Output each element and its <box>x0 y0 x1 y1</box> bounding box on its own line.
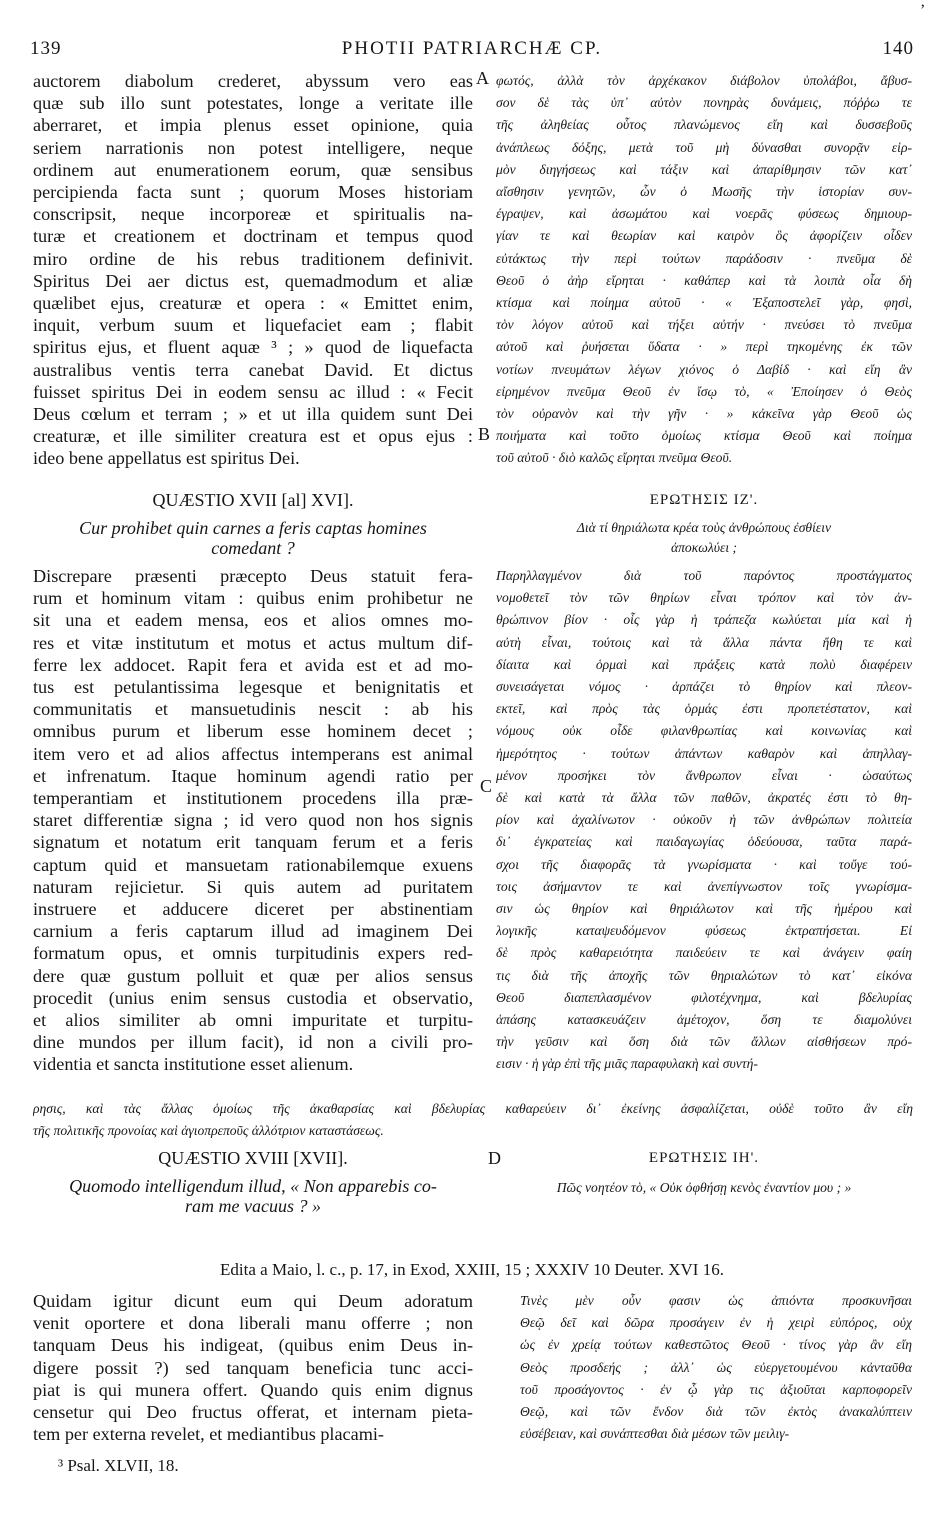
text-line: ἀνάπλεως δόξης, μετὰ τοῦ μὴ δύνασθαι συνορᾷν εἱρ- <box>496 139 912 155</box>
text-line: formatum opus, et omnis turpitudinis expers red- <box>33 943 473 964</box>
greek-column-2 <box>496 565 912 1076</box>
text-line: αὐτοῦ καὶ ῥυήσεται ὕδατα · » περὶ τηκομένης ἐκ τῶν <box>496 339 912 355</box>
text-line: censetur qui Deo fructus offerat, et internam pieta- <box>33 1402 473 1423</box>
text-line: σον δὲ τὰς ὑπ᾿ αὐτὸν πονηρὰς δυνάμεις, πόῤῥω τε <box>496 95 912 111</box>
question-18-greek-subtitle <box>510 1178 898 1198</box>
text-line: αἴσθησιν γενητῶν, ὧν ὁ Μωσῆς τὴν ἱστορίαν συν- <box>496 184 912 200</box>
running-title: PHOTII PATRIARCHÆ CP. <box>341 38 603 59</box>
text-line: inquit, verbum suum et liquefaciet eam ; flabit <box>33 315 473 336</box>
text-line: ordinem aut enumerationem eorum, quæ sensibus <box>33 159 473 180</box>
text-line: venit oportere et dona liberali manu offerre ; non <box>33 1313 473 1334</box>
question-18-latin-heading: QUÆSTIO XVIII [XVII]. <box>158 1148 348 1168</box>
text-line: Discrepare præsenti præcepto Deus statuit fera- <box>33 566 473 586</box>
margin-letter-c: C <box>480 776 493 796</box>
text-line: Θεοῦ ὁ ἀὴρ εἴρηται · καθάπερ καὶ τὰ λοιπὰ οἷα δὴ <box>496 272 912 288</box>
text-line: ρησις, καὶ τὰς ἄλλας ὁμοίως τῆς ἀκαθαρσίας καὶ βδελυρίας καθαρεύειν δι᾿ ἐκείνης ἀσφαλίζεται, οὐδὲ τοῦτο ἂν εἴη <box>33 1101 913 1116</box>
text-line: temperantiam et institutionem procedens illa præ- <box>33 788 473 809</box>
text-line: κτίσμα καὶ ποίημα αὐτοῦ · « Ἐξαποστελεῖ γὰρ, φησὶ, <box>496 295 912 311</box>
text-line: ὡς ἐν χρείᾳ τούτων καθεστῶτος Θεοῦ · τίνος γὰρ ἂν εἴη <box>520 1337 912 1353</box>
text-line: miro ordine de his rebus traditionem definivit. <box>33 248 473 269</box>
text-line: tanquam Deus his indigeat, (quibus enim Deus in- <box>33 1335 473 1356</box>
question-17-latin-subtitle <box>60 518 446 558</box>
text-line: ferre lex addocet. Rapit fera et avida est et ad mo- <box>33 654 473 675</box>
text-line: procedit (unius enim sensus custodia et observatio, <box>33 987 473 1008</box>
text-line: communitatis et mansuetudinis nescit : ab his <box>33 699 473 720</box>
text-line: tus est petulantissima legesque et benignitatis et <box>33 677 473 698</box>
latin-column-1 <box>33 70 473 470</box>
text-line: dere quæ gustum polluit et quæ per alios sensus <box>33 965 473 986</box>
text-line: seriem narrationis non potest intelligere, neque <box>33 137 473 158</box>
text-line: Τινὲς μὲν οὖν φασιν ὡς ἀπιόντα προσκυνῆσαι <box>520 1293 912 1308</box>
text-line: staret differentiæ signa ; id vero quod non hos signis <box>33 810 473 831</box>
text-line: δι᾿ ἐγκρατείας καὶ παιδαγωγίας ὁδεύουσα, ταῦτα παρά- <box>496 834 912 850</box>
text-line: digere possit ?) sed tanquam beneficia tunc acci- <box>33 1357 473 1378</box>
latin-column-3 <box>33 1290 473 1445</box>
text-line: percipienda facta sunt ; quorum Moses historiam <box>33 182 473 203</box>
margin-letter-d: D <box>488 1148 501 1168</box>
text-line: fuisset spiritus Dei in eodem sensu ac illud : « Fecit <box>33 381 473 402</box>
text-line: res et vitæ institutum et motus et actus multum dif- <box>33 632 473 653</box>
text-line: rum et hominum vitam : quibus enim prohibetur ne <box>33 588 473 609</box>
text-line: instruere et adducere diceret per abstinentiam <box>33 899 473 920</box>
greek-column-3 <box>520 1290 912 1445</box>
text-line: θρώπινον βίον · οἷς γὰρ ἡ τράπεζα κωλύεται μία καὶ ἡ <box>496 612 912 628</box>
subtitle-line: comedant ? <box>211 538 295 558</box>
latin-column-2 <box>33 565 473 1076</box>
text-line: τὸν λόγον αὐτοῦ καὶ τήξει αὐτήν · πνεύσει τὸ πνεῦμα <box>496 317 912 333</box>
text-line: captum quid et mansuetam rationabilemque exuens <box>33 854 473 875</box>
text-line: australibus ventis terra canebat David. Et dictus <box>33 359 473 380</box>
text-line: Θεῷ δεῖ καὶ δῶρα προσάγειν ἐν ἡ χειρὶ εὐπόρος, οὐχ <box>520 1315 912 1331</box>
text-line: quæ sub illo sunt potestates, longe a veritate ille <box>33 93 473 114</box>
text-line: δὲ καὶ κατὰ τὰ ἄλλα τῶν παθῶν, ἀκρατές ἐστι τὸ θη- <box>496 790 912 806</box>
text-line: creaturæ, et ille similiter creatura est et opus ejus : <box>33 426 473 447</box>
text-line: μένον προσήκει τὸν ἄνθρωπον εἶναι · ὡσαύτως <box>496 767 912 783</box>
text-line: δίαιτα καὶ ὁρμαὶ καὶ πράξεις κατὰ πολὺ διαφέρειν <box>496 656 912 672</box>
text-line: τοῦ αὐτοῦ · διὸ καλῶς εἴρηται πνεῦμα Θεοῦ. <box>496 450 733 466</box>
text-line: σιν ὡς θηρίον καὶ θηριάλωτον καὶ τῆς ἡμέρου καὶ <box>496 901 912 917</box>
subtitle-line: ἀποκωλύει ; <box>670 540 738 555</box>
question-18-greek-heading: ΕΡΩΤΗΣΙΣ ΙΗ'. <box>648 1150 760 1166</box>
subtitle-line: Quomodo intelligendum illud, « Non apparebis co- <box>69 1176 437 1196</box>
text-line: εκτεῖ, καὶ πρὸς τὰς ὁρμάς ἐστι προπετέστατον, καὶ <box>496 701 912 717</box>
text-line: ἁπάσης κατασκευάζειν ἀμέτοχον, ὅση τε διαμολύνει <box>496 1012 912 1028</box>
text-line: omnibus purum et liberum esse hominem decet ; <box>33 721 473 742</box>
text-line: νομοθετεῖ τὸν τῶν θηρίων εἶναι τρόπον καὶ τὸν ἀν- <box>496 590 912 606</box>
text-line: τοις ἀσήμαντον τε καὶ ἀνεπίγνωστον τοῖς γνωρίσμα- <box>496 878 912 894</box>
text-line: συνεισάγεται νόμος · ἁρπάζει τὸ θηρίον καὶ πλεον- <box>496 679 912 695</box>
text-line: carnium a feris captarum illud ad imaginem Dei <box>33 921 473 942</box>
text-line: τὸν οὐρανὸν καὶ τὴν γῆν · » κἀκεῖνα γὰρ Θεοῦ ὡς <box>496 406 912 422</box>
text-line: λογικῆς καταψευδόμενον φύσεως ἐκτραπήσεται. Εἰ <box>496 923 912 939</box>
text-line: έγραψεν, καὶ ἀσωμάτου καὶ νοερᾶς φύσεως δημιουρ- <box>496 206 912 222</box>
text-line: Θεὸς προσδεής ; ἀλλ᾿ ὡς εὐεργετουμένου κἀνταῦθα <box>520 1359 912 1375</box>
text-line: et infrenatum. Itaque hominum agendi ratio per <box>33 765 473 786</box>
text-line: εἰρημένον πνεῦμα Θεοῦ ἐν ἴσῳ τὸ, « Ἐποίησεν ὁ Θεὸς <box>496 383 912 399</box>
text-line: φωτός, ἀλλὰ τὸν ἀρχέκακον διάβολον ὑπολάβοι, ἄβυσ- <box>496 73 912 88</box>
text-line: signatum et notatum erit tanquam ferum et a feris <box>33 832 473 853</box>
text-line: conscripsit, neque incorporeæ et spiritualis na- <box>33 204 473 225</box>
question-18-latin-subtitle <box>60 1176 446 1216</box>
text-line: εὐτάκτως τὴν περὶ τούτων παράδοσιν · πνεῦμα δὲ <box>496 250 912 266</box>
subtitle-line: Πῶς νοητέον τὸ, « Οὐκ ὀφθήσῃ κενὸς ἐναντίον μου ; » <box>556 1180 852 1195</box>
text-line: τὴν γεῦσιν καὶ ὅση διὰ τῶν ἄλλων αἰσθήσεων πρό- <box>496 1034 912 1050</box>
text-line: εισιν · ἡ γὰρ ἐπὶ τῆς μιᾶς παραφυλακὴ καὶ συντή- <box>496 1056 758 1072</box>
text-line: σχοι τῆς διαφορᾶς τὰ γνωρίσματα · καὶ τοὔγε τού- <box>496 856 912 872</box>
text-line: spiritus ejus, et fluent aquæ ³ ; » quod de liquefacta <box>33 337 473 358</box>
text-line: εὐσέβειαν, καὶ συνάπτεσθαι διὰ μέσων τῶν μειλιγ- <box>520 1426 790 1442</box>
text-line: αὐτὴ εἶναι, τούτοις καὶ τὰ ἄλλα πάντα ἤθη τε καὶ <box>496 634 912 650</box>
text-line: γίαν τε καὶ θεωρίαν καὶ καιρὸν ὃς ἀφορίζειν οἶδεν <box>496 228 912 244</box>
text-line: Παρηλλαγμένον διὰ τοῦ παρόντος προστάγματος <box>496 568 912 583</box>
question-17-latin-heading: QUÆSTIO XVII [al] XVI]. <box>152 490 354 510</box>
text-line: tem per externa revelet, et mediantibus placami- <box>33 1424 384 1445</box>
corner-mark: ’ <box>920 2 926 19</box>
text-line: τοῦ προσάγοντος · ἐν ᾧ γὰρ τις ἀξιοῦται καρποφορεῖν <box>520 1381 912 1397</box>
text-line: ποιήματα καὶ τοῦτο ὁμοίως κτίσμα Θεοῦ καὶ ποίημα <box>496 428 912 444</box>
text-line: item vero et ad alios affectus intemperans est animal <box>33 743 473 764</box>
question-17-greek-subtitle <box>510 518 898 558</box>
text-line: τῆς ἀληθείας οὗτος πλανώμενος εἴη καὶ δυσσεβοῦς <box>496 117 912 133</box>
subtitle-line: Cur prohibet quin carnes a feris captas homines <box>79 518 427 538</box>
footnote: ³ Psal. XLVII, 18. <box>58 1456 179 1475</box>
text-line: auctorem diabolum crederet, abyssum vero eas <box>33 71 473 91</box>
text-line: quælibet ejus, creaturæ et opera : « Emittet enim, <box>33 293 473 314</box>
text-line: δὲ πρὸς καθαρειότητα παιδεύειν τε καὶ ἀνάγειν φαίη <box>496 945 912 961</box>
text-line: Quidam igitur dicunt eum qui Deum adoratum <box>33 1291 473 1311</box>
text-line: naturam rejicietur. Si quis autem ad puritatem <box>33 876 473 897</box>
page-number-left: 139 <box>30 38 62 59</box>
text-line: ἡμερότητος · τούτων ἁπάντων καθαρὸν καὶ ἀπηλλαγ- <box>496 745 912 761</box>
subtitle-line: ram me vacuus ? » <box>185 1196 321 1216</box>
text-line: νοτίων πνευμάτων λέγων χιόνος ὁ Δαβίδ · καὶ εἴη ἂν <box>496 361 912 377</box>
margin-letter-b: B <box>478 424 491 444</box>
text-line: τις διὰ τῆς ἀποχῆς τῶν θηριαλώτων τὸ κατ᾿ εἰκόνα <box>496 967 912 983</box>
source-note: Edita a Maio, l. c., p. 17, in Exod, XXIII, 15 ; XXXIV 10 Deuter. XVI 16. <box>220 1260 724 1279</box>
greek-column-1 <box>496 70 912 470</box>
text-line: videntia et sancta institutione esset alienum. <box>33 1054 354 1075</box>
text-line: Θεῷ, καὶ τῶν ἔνδον διὰ τῶν ἐκτὸς ἀνακαλύπτειν <box>520 1404 912 1420</box>
text-line: sit una et eadem mensa, eos et alios omnes mo- <box>33 610 473 631</box>
text-line: piat is qui munera offert. Quando quis enim dignus <box>33 1379 473 1400</box>
text-line: Deus cœlum et terram ; » et ut illa quidem sunt Dei <box>33 404 473 425</box>
text-line: et alios similiter ab omni impuritate et turpitu- <box>33 1010 473 1031</box>
text-line: ideo bene appellatus est spiritus Dei. <box>33 448 300 469</box>
text-line: ρίον καὶ ἀχαλίνωτον · οὐκοῦν ἡ τῶν ἀνθρώπων πολιτεία <box>496 812 912 828</box>
text-line: dine mundos per illum facit), id non a civili pro- <box>33 1032 473 1053</box>
text-line: aberraret, et impia plenus esset opinione, quia <box>33 115 473 136</box>
question-17-greek-heading: ΕΡΩΤΗΣΙΣ ΙΖ'. <box>649 492 759 508</box>
page-number-right: 140 <box>882 38 914 59</box>
subtitle-line: Διὰ τί θηριάλωτα κρέα τοὺς ἀνθρώπους ἐσθίειν <box>576 520 832 535</box>
greek-full-width <box>33 1098 913 1142</box>
text-line: turæ et creationem et doctrinam et tempus quod <box>33 226 473 247</box>
margin-letter-a: A <box>476 68 489 88</box>
text-line: Θεοῦ διαπεπλασμένον φιλοτέχνημα, καὶ βδελυρίας <box>496 989 912 1005</box>
text-line: Spiritus Dei aer dictus est, quemadmodum et aliæ <box>33 270 473 291</box>
text-line: τῆς πολιτικῆς προνοίας καὶ ἁγιοπρεποῦς ἀλλότριον καταστάσεως. <box>33 1123 384 1139</box>
text-line: νόμους οὐκ οἶδε φιλανθρωπίας καὶ κοινωνίας καὶ <box>496 723 912 739</box>
text-line: μὸν διηγήσεως καὶ τάξιν καὶ ἀπαρίθμησιν τῶν κατ᾿ <box>496 161 912 177</box>
